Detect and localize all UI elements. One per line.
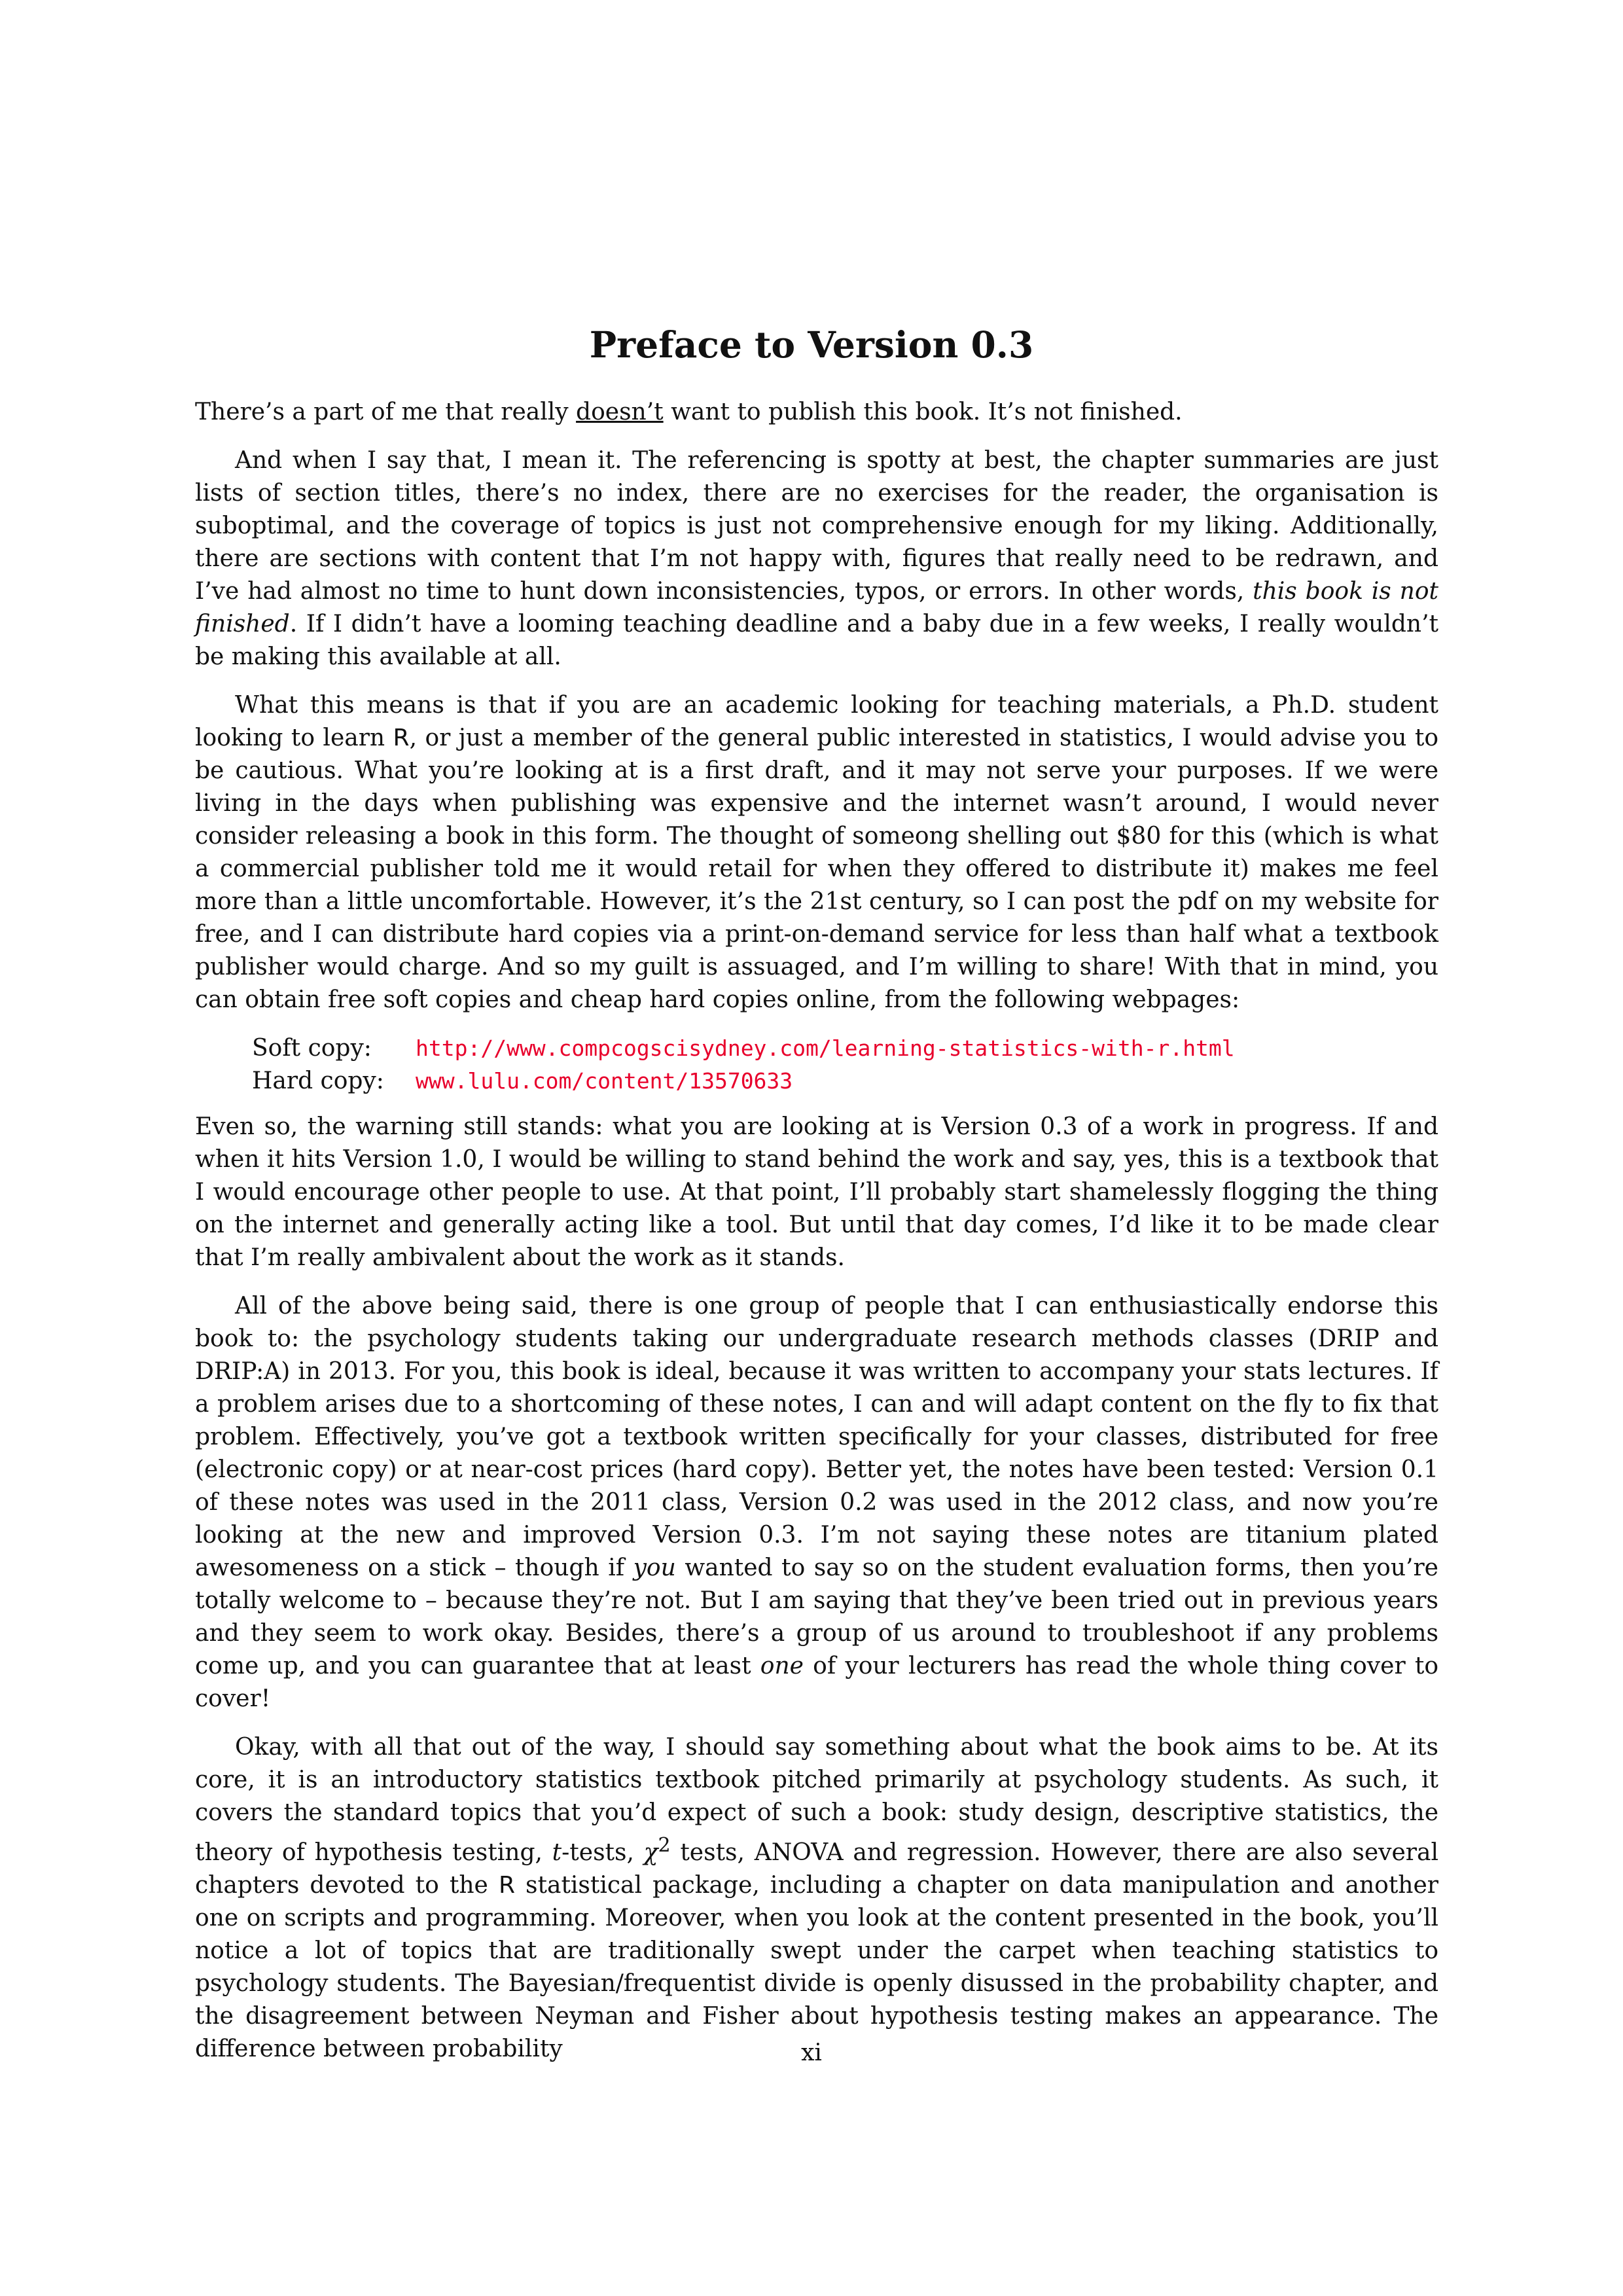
hard-copy-link[interactable]: www.lulu.com/content/13570633 <box>416 1068 793 1094</box>
paragraph-5: All of the above being said, there is one group of people that I can enthusiastically endorse this book to: the psychology students taking our undergraduate research methods classes (DRIP and DRIP:A) in 2013. For you, this book is ideal, because it was written to accompany your stats lectures. If a problem arises due to a shortcoming of these notes, I can and will adapt content on the fly to fix that problem. Effectively, you’ve got a textbook written specifically for your classes, distributed for free (electronic copy) or at near-cost prices (hard copy). Better yet, the notes have been tested: Version 0.1 of these notes was used in the 2011 class, Version 0.2 was used in the 2012 class, and now you’re looking at the new and improved Version 0.3. I’m not saying these notes are titanium plated awesomeness on a stick – though if you wanted to say so on the student evaluation forms, then you’re totally welcome to – because they’re not. But I am saying that they’ve been tried out in previous years and they seem to work okay. Besides, there’s a group of us around to troubleshoot if any problems come up, and you can guarantee that at least one of your lecturers has read the whole thing cover to cover! <box>195 1293 1438 1712</box>
paragraph-6: Okay, with all that out of the way, I should say something about what the book aims to be. At its core, it is an introductory statistics textbook pitched primarily at psychology students. As such, it covers the standard topics that you’d expect of such a book: study design, descriptive statistics, the theory of hypothesis testing, t-tests, $\chi^2$ tests, ANOVA and regression. However, there are also several chapters devoted to the R statistical package, including a chapter on data manipulation and another one on scripts and programming. Moreover, when you look at the content presented in the book, you’ll notice a lot of topics that are traditionally swept under the carpet when teaching statistics to psychology students. The Bayesian/frequentist divide is openly disussed in the probability chapter, and the disagreement between Neyman and Fisher about hypothesis testing makes an appearance. The difference between probability <box>195 1734 1439 2062</box>
underlined-word: doesn’t <box>576 399 664 425</box>
paragraph-1: There’s a part of me that really doesn’t want to publish this book. It’s not finished. <box>195 399 1183 425</box>
page-number: xi <box>801 2039 822 2066</box>
r-name: R <box>498 1872 515 1899</box>
soft-copy-row <box>252 1032 1438 1065</box>
paragraph-3: What this means is that if you are an academic looking for teaching materials, a Ph.D. student looking to learn R, or just a member of the general public interested in statistics, I would advise you to be cautious. What you’re looking at is a first draft, and it may not serve your purposes. If we were living in the days when publishing was expensive and the internet wasn’t around, I would never consider releasing a book in this form. The thought of someong shelling out $80 for this (which is what a commercial publisher told me it would retail for when they offered to distribute it) makes me feel more than a little uncomfortable. However, it’s the 21st century, so I can post the pdf on my website for free, and I can distribute hard copies via a print-on-demand service for less than half what a textbook publisher would charge. And so my guilt is assuaged, and I’m willing to share! With that in mind, you can obtain free soft copies and cheap hard copies online, from the following webpages: <box>195 692 1438 1013</box>
r-name: R <box>393 725 410 751</box>
body-text <box>195 396 1438 2081</box>
emphasis: this book is not finished <box>195 578 1438 637</box>
soft-copy-label: Soft copy: <box>252 1035 372 1062</box>
paragraph-2: And when I say that, I mean it. The referencing is spotty at best, the chapter summaries are just lists of section titles, there’s no index, there are no exercises for the reader, the organisation is suboptimal, and the coverage of topics is just not comprehensive enough for my liking. Additionally, there are sections with content that I’m not happy with, figures that really need to be redrawn, and I’ve had almost no time to hunt down inconsistencies, typos, or errors. In other words, this book is not finished. If I didn’t have a looming teaching deadline and a baby due in a few weeks, I really wouldn’t be making this available at all. <box>195 447 1438 670</box>
soft-copy-link[interactable]: http://www.compcogscisydney.com/learning-statistics-with-r.html <box>416 1035 1235 1061</box>
hard-copy-label: Hard copy: <box>252 1067 384 1094</box>
page-title: Preface to Version 0.3 <box>589 323 1034 366</box>
hard-copy-row <box>252 1065 1438 1098</box>
paragraph-4: Even so, the warning still stands: what you are looking at is Version 0.3 of a work in progress. If and when it hits Version 1.0, I would be willing to stand behind the work and say, yes, this is a textbook that I would encourage other people to use. At that point, I’ll probably start shamelessly flogging the thing on the internet and generally acting like a tool. But until that day comes, I’d like it to be made clear that I’m really ambivalent about the work as it stands. <box>195 1113 1438 1271</box>
links-block <box>252 1032 1438 1098</box>
